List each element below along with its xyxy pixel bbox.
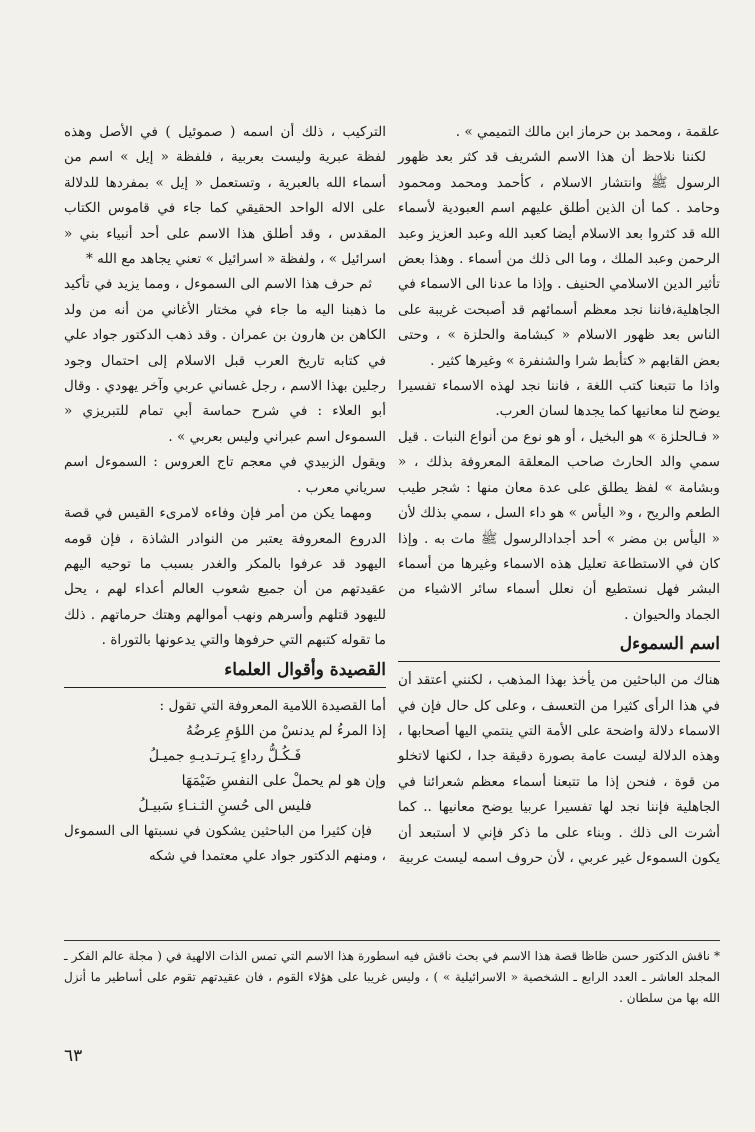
paragraph: فإن كثيرا من الباحثين يشكون في نسبتها الى السموءل ، ومنهم الدكتور جواد علي معتمدا في شكه — [64, 822, 386, 865]
section-heading: اسم السموءل — [398, 630, 720, 662]
footnote-divider — [64, 940, 720, 941]
verse-line: فَـكُـلُّ رداءٍ يَـرتـديـهِ جميـلُ — [148, 747, 302, 764]
paragraph: علقمة ، ومحمد بن حرماز ابن مالك التميمي » . — [455, 124, 720, 140]
paragraph: واذا ما تتبعنا كتب اللغة ، فاننا نجد لهذه الاسماء تفسيرا يوضح لنا معانيها كما يجدها لسان العرب. — [398, 378, 720, 420]
verse-line: وإن هو لم يحملْ على النفسِ ضَيْمَهَا — [181, 772, 386, 789]
paragraph: « فـالحلزة » هو البخيل ، أو هو نوع من أنواع النبات . قيل سمي والد الحارث صاحب المعلقة المعروفة بذلك ، « وبشامة » لفظ يطلق على عدة معان منها : شجر طيب الطعم والريح ، و« اليأس » هو داء السل ، سمي بذلك لأن « اليأس بن مضر » أحد أجدادالرسول ﷺ مات به . وإذا كان في الاستطاعة تعليل هذه الاسماء وغيرها من أسماء البشر فهل نستطيع أن نعلل أسماء سائر الاشياء من الجماد والحيوان . — [398, 428, 720, 623]
page-number: ٦٣ — [64, 1046, 83, 1066]
right-column — [398, 120, 720, 871]
verse-line: فليس الى حُسنِ الثـنـاءِ سَبيـلُ — [138, 797, 312, 814]
section-heading: القصيدة وأقوال العلماء — [64, 656, 386, 688]
poem — [64, 719, 386, 819]
paragraph: التركيب ، ذلك أن اسمه ( صموئيل ) في الأصل وهذه لفظة عبرية وليست بعربية ، فلفظة « إيل » اسم من أسماء الله بالعبرية ، وتستعمل « إيل » بمفردها للدلالة على الاله الواحد الحقيقي كما جاء في قاموس الكتاب المقدس ، وقد أطلق هذا الاسم على أحد أنبياء بني « اسرائيل » ، ولفظة « اسرائيل » تعني يجاهد مع الله * — [64, 124, 386, 268]
paragraph: أما القصيدة اللامية المعروفة التي تقول : — [159, 697, 386, 714]
paragraph: لكننا نلاحظ أن هذا الاسم الشريف قد كثر بعد ظهور الرسول ﷺ وانتشار الاسلام ، كأحمد ومحمد ومحمود وحامد . كما أن الذين أطلق عليهم اسم العبودية لأسماء الله قد كثروا بعد الاسلام أيضا كعبد الله وعبد العزيز وعبد الرحمن وعبد الملك ، وما الى ذلك من أسماء . وهذا بعض تأثير الدين الاسلامي الحنيف . وإذا ما عدنا الى الاسماء في الجاهلية،فاننا نجد معظم أسمائهم قد أصبحت غريبة على الناس بعد ظهور الاسلام « كبشامة والحلزة » ، وحتى بعض القابهم « كتأبط شرا والشنفرة » وغيرها كثير . — [398, 149, 720, 369]
verse-line: إذا المرءُ لم يدنسْ من اللؤمِ عِرضُهُ — [185, 722, 386, 739]
paragraph: ثم حرف هذا الاسم الى السموءل ، ومما يزيد في تأكيد ما ذهبنا اليه ما جاء في مختار الأغاني من أنه من ولد الكاهن بن هارون بن عمران . وقد ذهب الدكتور جواد علي في كتابه تاريخ العرب قبل الاسلام إلى احتمال وجود رجلين بهذا الاسم ، رجل غساني عربي وآخر يهودي . وقال أبو العلاء : في شرح حماسة أبي تمام للتبريزي « السموءل اسم عبراني وليس بعربي » . — [64, 276, 386, 445]
paragraph: ومهما يكن من أمر فإن وفاءه لامرىء القيس في قصة الدروع المعروفة يعتبر من النوادر الشاذة ، فإن قومه اليهود قد عرفوا بالمكر والغدر بسبب ما توحيه اليهم عقيدتهم من أن جميع شعوب العالم أعداء لهم ، يحل لليهود قتلهم وأسرهم ونهب أموالهم وهتك حرماتهم . ذلك ما تقوله كتبهم التي حرفوها والتي يدعونها بالتوراة . — [64, 505, 386, 649]
paragraph: ويقول الزبيدي في معجم تاج العروس : السموءل اسم سرياني معرب . — [64, 454, 386, 496]
footnote: * ناقش الدكتور حسن ظاظا قصة هذا الاسم في بحث ناقش فيه اسطورة هذا الاسم التي تمس الذات الالهية في ( مجلة عالم الفكر ـ المجلد العاشر ـ العدد الرابع ـ الشخصية « الاسرائيلية » ) ، وليس غريبا على هؤلاء القوم ، فان عقيدتهم تقوم على أساطير ما أنزل الله بها من سلطان . — [64, 949, 720, 1005]
left-column — [64, 120, 386, 870]
paragraph: هناك من الباحثين من يأخذ بهذا المذهب ، لكنني أعتقد أن في هذا الرأى كثيرا من التعسف ، وعلى كل حال فإن في الاسماء دلالة واضحة على الأمة التي ينتمي اليها أصحابها ، وهذه الدلالة ليست عامة بصورة دقيقة جدا ، لكنها لاتخلو من قوة ، فنحن إذا ما تتبعنا أسماء معظم شعرائنا في الجاهلية فإننا نجد لها تفسيرا عربيا يوضح معانيها .. كما أشرت الى ذلك . وبناء على ما ذكر فإني لا أستبعد أن يكون السموءل غير عربي ، لأن حروف اسمه ليست عربية — [398, 672, 720, 866]
